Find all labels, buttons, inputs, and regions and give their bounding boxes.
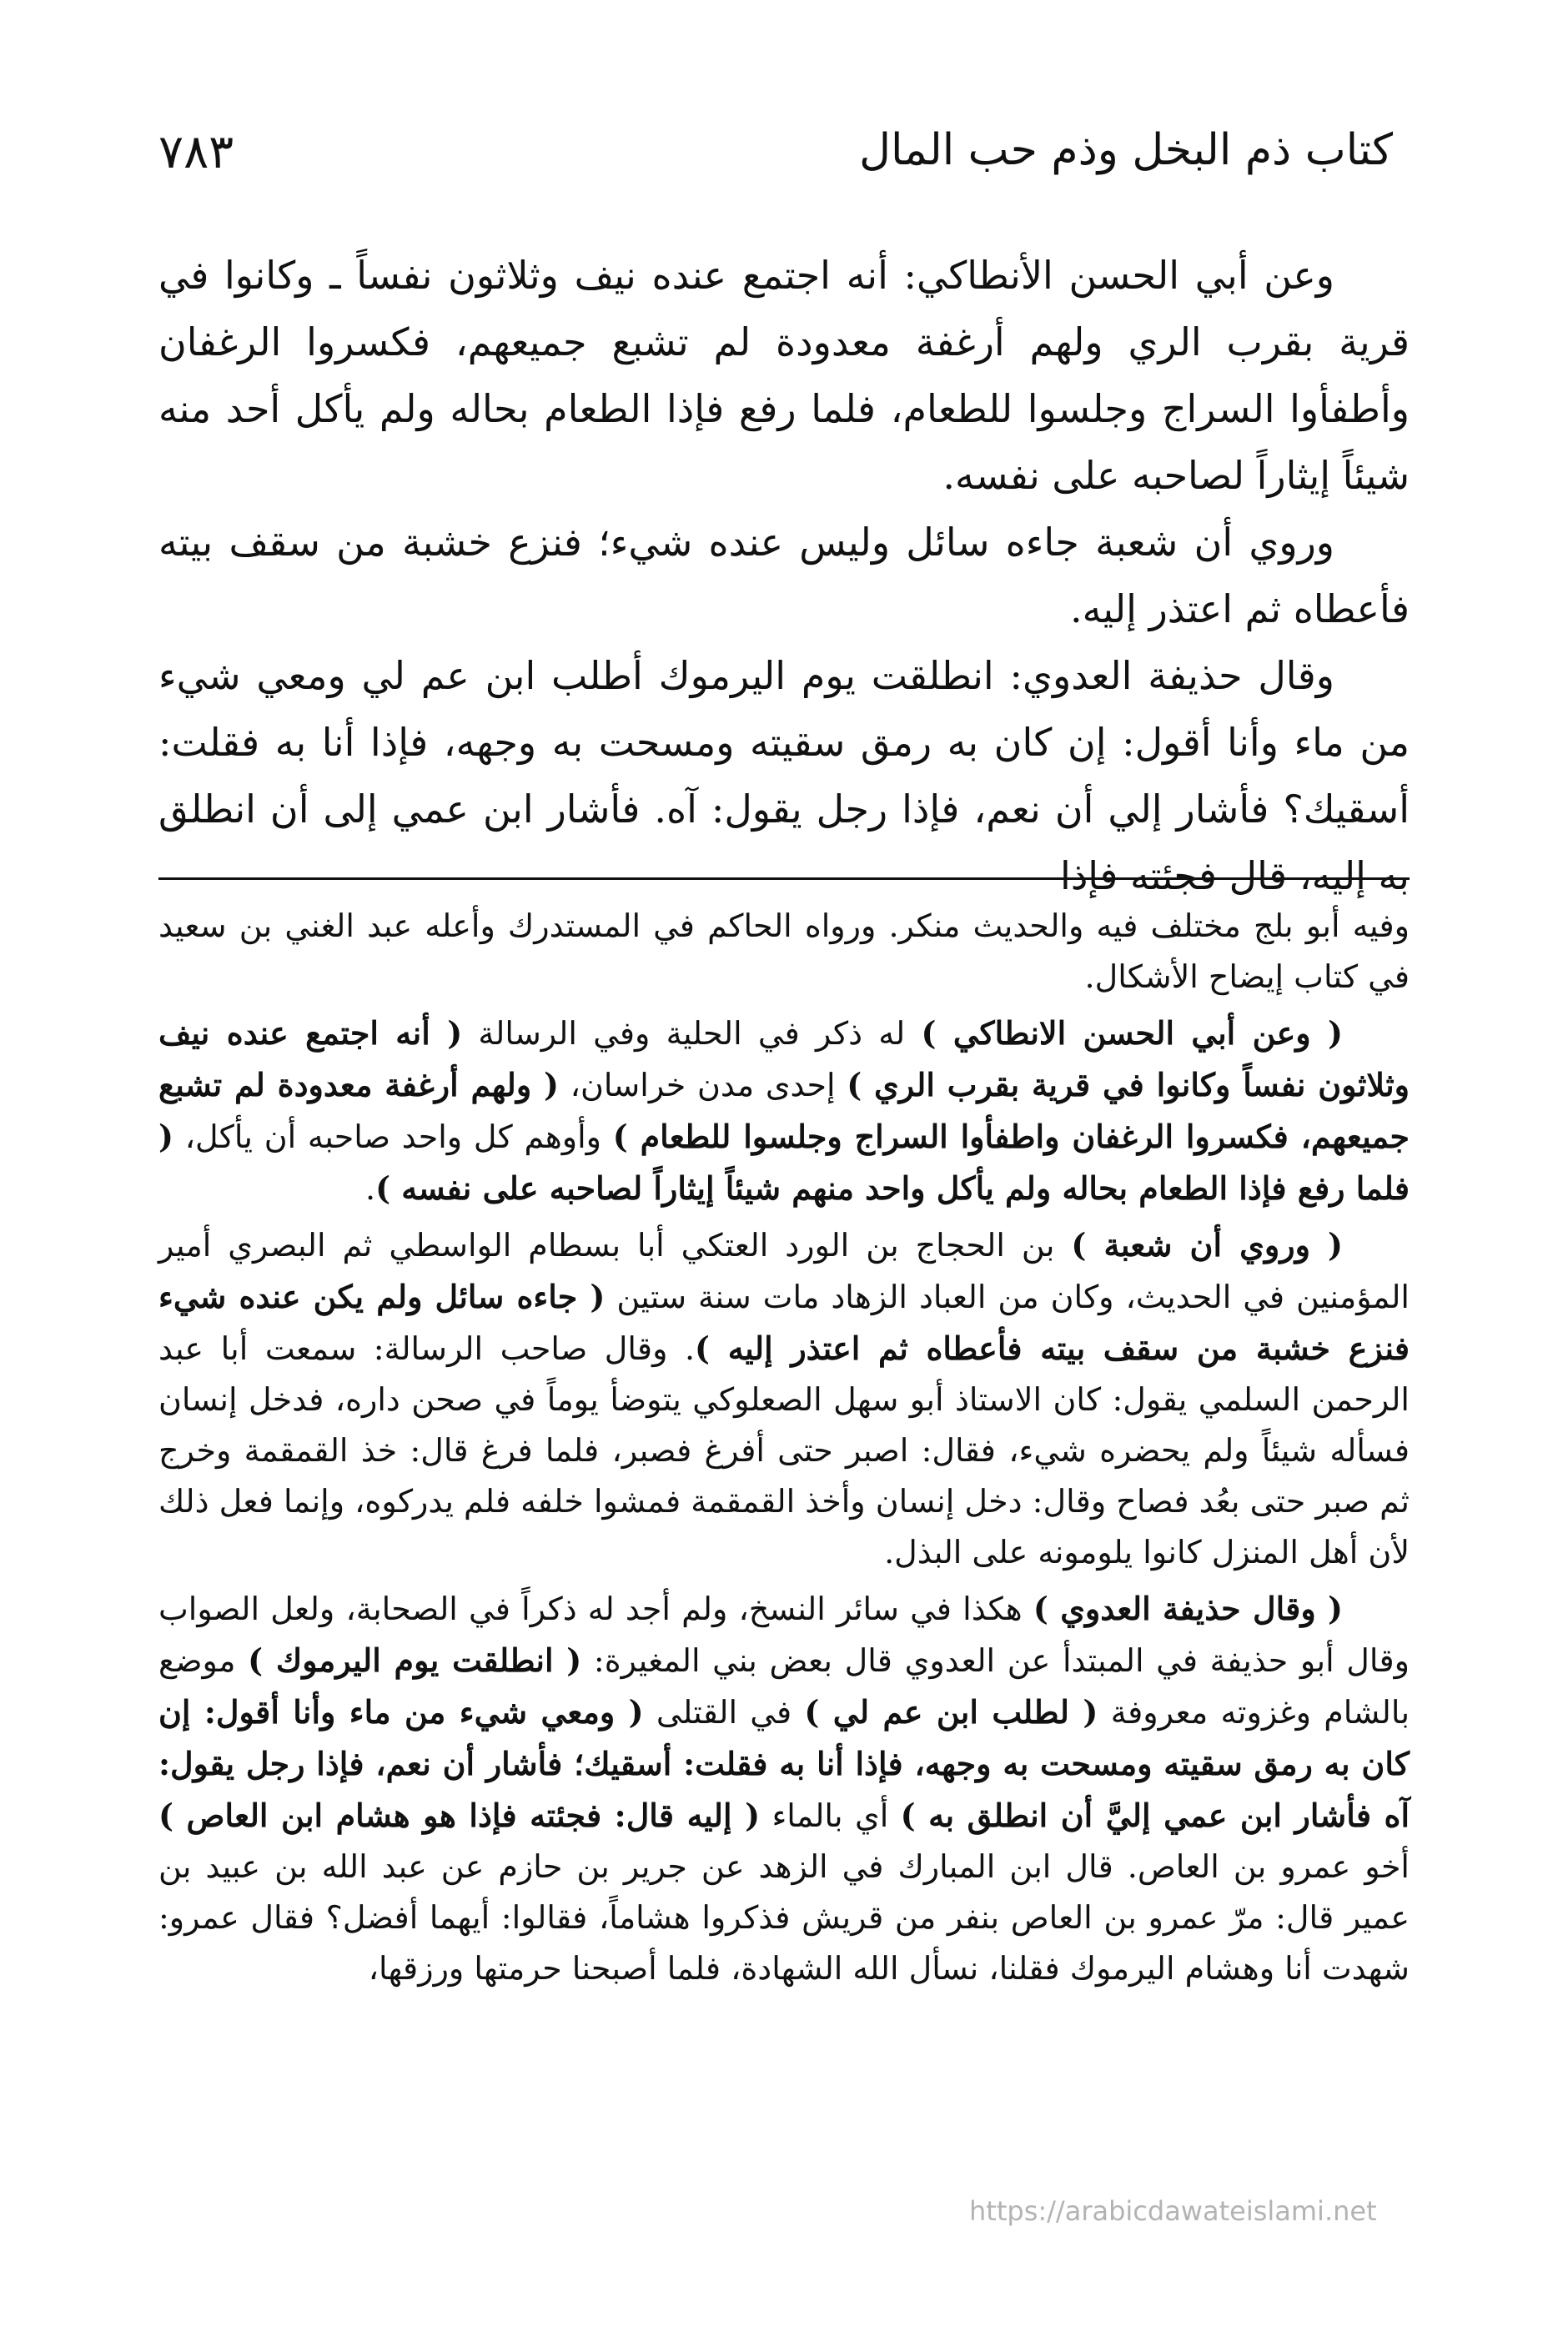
commentary-text: إحدى مدن خراسان،: [559, 1067, 847, 1103]
quoted-text: ( أنه اجتمع عنده نيف وثلاثون نفساً وكانوا في قرية بقرب الري ): [158, 1014, 1410, 1103]
commentary-section: [158, 901, 1410, 1999]
commentary-paragraph: [158, 1008, 1410, 1214]
commentary-text: وأوهم كل واحد صاحبه أن يأكل،: [173, 1118, 613, 1155]
footnote-divider: [158, 877, 1410, 880]
main-paragraph: وروي أن شعبة جاءه سائل وليس عنده شيء؛ فنزع خشبة من سقف بيته فأعطاه ثم اعتذر إليه.: [158, 520, 1410, 631]
main-paragraph: وعن أبي الحسن الأنطاكي: أنه اجتمع عنده نيف وثلاثون نفساً ـ وكانوا في قرية بقرب الري ولهم أرغفة معدودة لم تشبع جميعهم، فكسروا الرغفان وأطفأوا السراج وجلسوا للطعام، فلما رفع فإذا الطعام بحاله ولم يأكل أحد منه شيئاً إيثاراً لصاحبه على نفسه.: [158, 253, 1410, 498]
site-watermark: https://arabicdawateislami.net: [969, 2195, 1377, 2227]
commentary-text: هكذا في سائر النسخ، ولم أجد له ذكراً في الصحابة، ولعل الصواب وقال أبو حذيفة في المبتدأ عن العدوي قال بعض بني المغيرة:: [158, 1591, 1410, 1679]
quoted-text: ( لطلب ابن عم لي ): [804, 1693, 1098, 1731]
quoted-text: ( وروي أن شعبة ): [1071, 1226, 1343, 1264]
page-header: [158, 125, 1393, 200]
commentary-paragraph: [158, 1219, 1410, 1578]
quoted-text: ( إليه قال: فجئته فإذا هو هشام ابن العاص ): [158, 1797, 761, 1834]
quoted-text: ( ومعي شيء من ماء وأنا أقول: إن كان به رمق سقيته ومسحت به وجهه، فإذا أنا به فقلت: أسقيك؛ فأشار أن نعم، فإذا رجل يقول: آه فأشار ابن عمي إليَّ أن انطلق به ): [158, 1693, 1410, 1834]
commentary-text: أخو عمرو بن العاص. قال ابن المبارك في الزهد عن جرير بن حازم عن عبد الله بن عبيد بن عمير قال: مرّ عمرو بن العاص بنفر من قريش فذكروا هشاماً، فقالوا: أيهما أفضل؟ فقال عمرو: شهدت أنا وهشام اليرموك فقلنا، نسأل الله الشهادة، فلما أصبحنا حرمتها ورزقها،: [158, 1848, 1410, 1987]
quoted-text: ( انطلقت يوم اليرموك ): [248, 1641, 582, 1679]
commentary-text: موضع بالشام وغزوته معروفة: [158, 1642, 1410, 1731]
commentary-text: في القتلى: [643, 1694, 805, 1731]
page-number: ٧٨٣: [158, 125, 234, 179]
commentary-text: بن الحجاج بن الورد العتكي أبا بسطام الواسطي ثم البصري أمير المؤمنين في الحديث، وكان من العباد الزهاد مات سنة ستين: [158, 1227, 1410, 1315]
main-text: [158, 242, 1410, 909]
quoted-text: ( فلما رفع فإذا الطعام بحاله ولم يأكل واحد منهم شيئاً إيثاراً لصاحبه على نفسه ): [158, 1118, 1410, 1207]
quoted-text: ( جاءه سائل ولم يكن عنده شيء فنزع خشبة من سقف بيته فأعطاه ثم اعتذر إليه ): [158, 1278, 1410, 1367]
quoted-text: ( وقال حذيفة العدوي ): [1033, 1590, 1343, 1627]
commentary-paragraph: وفيه أبو بلج مختلف فيه والحديث منكر. ورواه الحاكم في المستدرك وأعله عبد الغني بن سعيد في كتاب إيضاح الأشكال.: [158, 907, 1410, 995]
main-paragraph: وقال حذيفة العدوي: انطلقت يوم اليرموك أطلب ابن عم لي ومعي شيء من ماء وأنا أقول: إن كان به رمق سقيته ومسحت به وجهه، فإذا أنا به فقلت: أسقيك؟ فأشار إلي أن نعم، فإذا رجل يقول: آه. فأشار ابن عمي إلى أن انطلق به إليه، قال فجئته فإذا: [158, 653, 1410, 898]
commentary-text: أي بالماء: [760, 1797, 901, 1834]
commentary-text: له ذكر في الحلية وفي الرسالة: [462, 1015, 922, 1052]
quoted-text: ( ولهم أرغفة معدودة لم تشبع جميعهم، فكسروا الرغفان واطفأوا السراج وجلسوا للطعام ): [158, 1066, 1410, 1155]
commentary-text: .: [364, 1170, 376, 1207]
quoted-text: ( وعن أبي الحسن الانطاكي ): [921, 1014, 1343, 1052]
commentary-paragraph: [158, 1583, 1410, 1994]
chapter-title: كتاب ذم البخل وذم حب المال: [859, 125, 1393, 175]
commentary-text: . وقال صاحب الرسالة: سمعت أبا عبد الرحمن السلمي يقول: كان الاستاذ أبو سهل الصعلوكي يتوضأ يوماً في صحن داره، فدخل إنسان فسأله شيئاً ولم يحضره شيء، فقال: اصبر حتى أفرغ فصبر، فلما فرغ قال: خذ القمقمة وخرج ثم صبر حتى بعُد فصاح وقال: دخل إنسان وأخذ القمقمة فمشوا خلفه فلم يدركوه، وإنما فعل ذلك لأن أهل المنزل كانوا يلومونه على البذل.: [158, 1330, 1410, 1571]
